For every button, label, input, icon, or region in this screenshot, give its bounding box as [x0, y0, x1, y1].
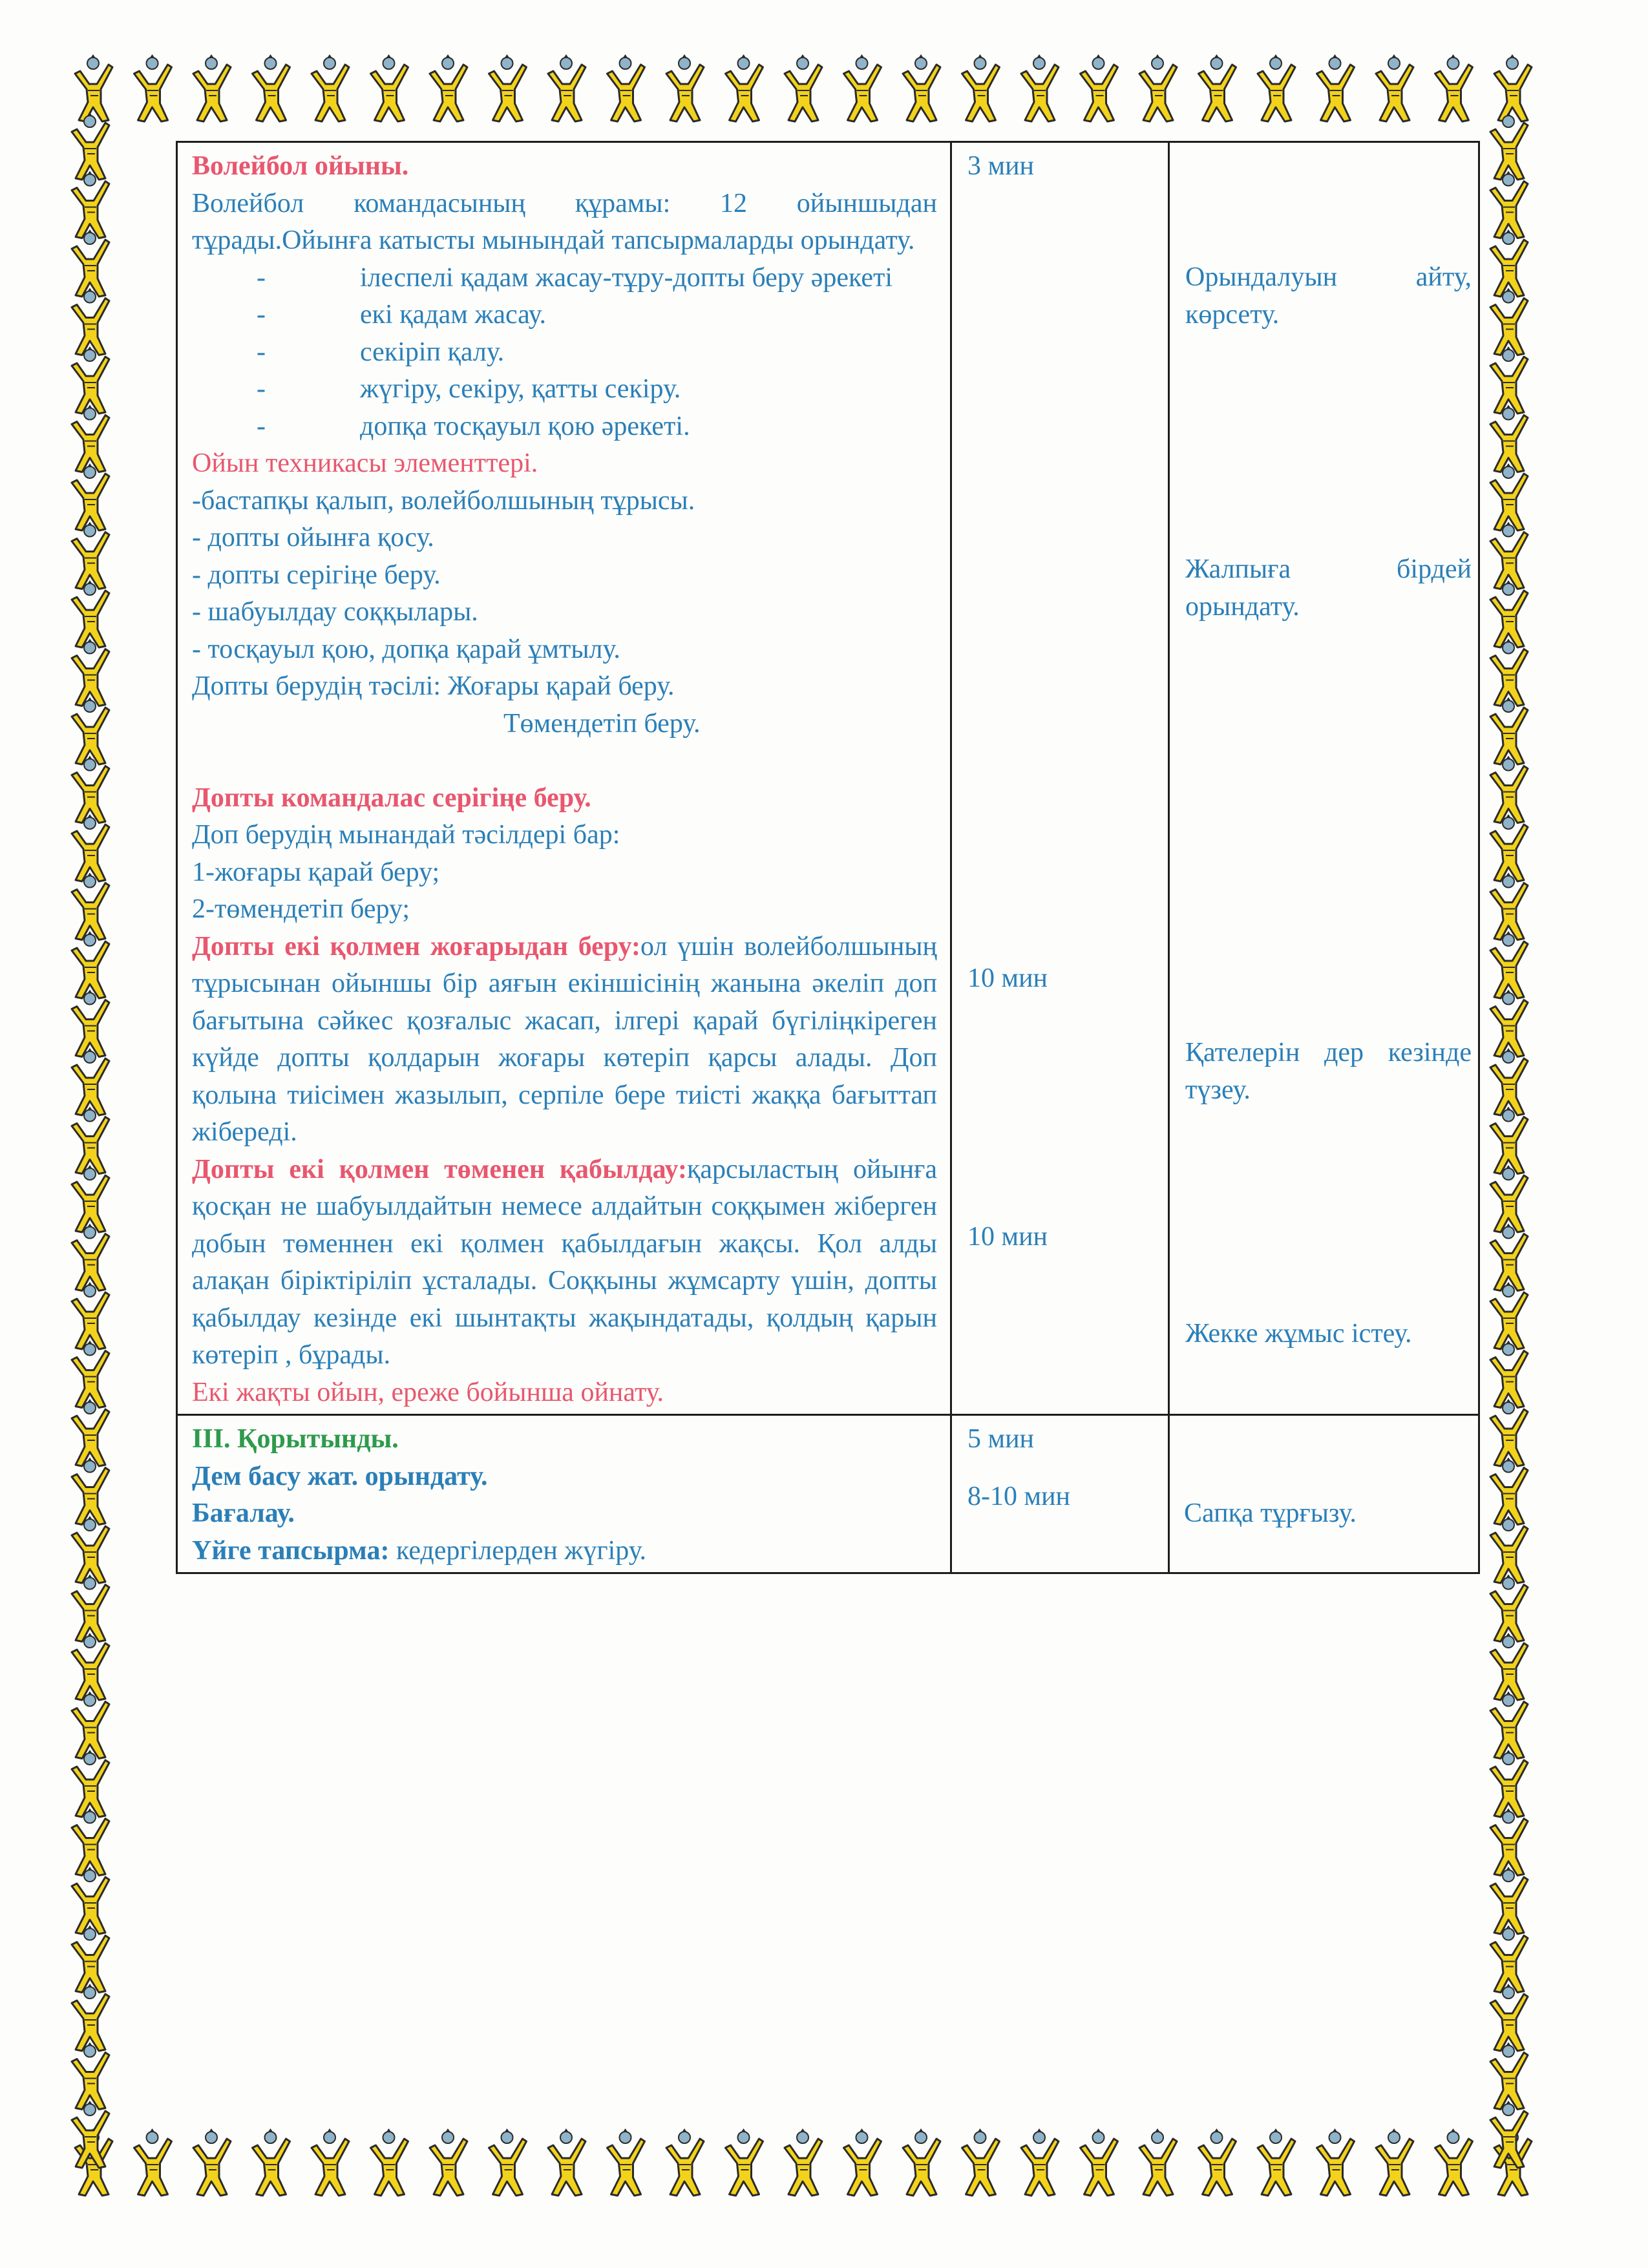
cheering-person-icon — [962, 2128, 1000, 2196]
cheering-person-icon — [1139, 2128, 1177, 2196]
cheering-person-icon — [1490, 1048, 1528, 1115]
cheering-person-icon — [312, 54, 349, 121]
cheering-person-icon — [1490, 171, 1528, 238]
cheering-person-icon — [1490, 1633, 1528, 1700]
cheering-person-icon — [785, 54, 822, 121]
cheering-person-icon — [607, 2128, 645, 2196]
cheering-person-icon — [72, 756, 109, 823]
cheering-person-icon — [72, 229, 109, 297]
cheering-person-icon — [72, 112, 109, 180]
list-item: -бастапқы қалып, волейболшының тұрысы. — [192, 485, 695, 516]
list-item: - допты серігіңе беру. — [192, 560, 441, 590]
content-cell — [177, 1415, 951, 1573]
cheering-person-icon — [193, 2128, 231, 2196]
cheering-person-icon — [72, 288, 109, 355]
cheering-person-icon — [72, 639, 109, 706]
cheering-person-icon — [72, 1048, 109, 1115]
cheering-person-icon — [844, 2128, 882, 2196]
cheering-person-icon — [666, 54, 704, 121]
note-text: Қателерін дер кезінде түзеу. — [1185, 1038, 1472, 1105]
cheering-person-icon — [72, 171, 109, 238]
table-row — [177, 142, 1479, 1415]
cheering-person-icon — [1376, 54, 1413, 121]
conclusion-line: Дем басу жат. орындату. — [192, 1461, 488, 1491]
two-hand-top-paragraph — [192, 929, 937, 1151]
cheering-person-icon — [72, 580, 109, 647]
homework-text: кедергілерден жүгіру. — [389, 1535, 646, 1566]
cheering-person-icon — [1317, 54, 1355, 121]
list-item: - допқа тосқауыл қою әрекеті. — [257, 411, 690, 441]
two-hand-top-title: Допты екі қолмен жоғарыдан беру: — [192, 931, 641, 961]
cheering-person-icon — [72, 1926, 109, 1993]
cheering-person-icon — [1490, 288, 1528, 355]
cheering-person-icon — [1490, 1809, 1528, 1876]
cheering-person-icon — [72, 346, 109, 414]
team-pass-title: Допты командалас серігіңе беру. — [192, 782, 591, 813]
note-cell — [1169, 142, 1479, 1415]
time-value: 5 мин — [967, 1424, 1035, 1454]
two-hand-bottom-paragraph — [192, 1151, 937, 1374]
cheering-person-icon — [72, 1107, 109, 1174]
note-cell — [1169, 1415, 1479, 1573]
cheering-person-icon — [371, 54, 408, 121]
cheering-person-icon — [1490, 1165, 1528, 1232]
cheering-person-icon — [134, 54, 172, 121]
task-list — [192, 260, 937, 446]
list-item: - ілеспелі қадам жасау-тұру-допты беру әрекеті — [257, 262, 893, 293]
cheering-person-icon — [1490, 112, 1528, 180]
cheering-person-icon — [1081, 54, 1118, 121]
cheering-person-icon — [1490, 1750, 1528, 1817]
list-item: - екі қадам жасау. — [257, 300, 546, 330]
cheering-person-icon — [607, 54, 645, 121]
homework-line — [192, 1533, 937, 1570]
list-item: 2-төмендетіп беру; — [192, 894, 410, 924]
note-text: Жалпыға бірдей орындату. — [1185, 554, 1472, 622]
cheering-person-icon — [1490, 1458, 1528, 1525]
list-item: - жүгіру, секіру, қатты секіру. — [257, 374, 681, 404]
two-hand-bottom-title: Допты екі қолмен төменен қабылдау: — [192, 1154, 687, 1184]
cheering-person-icon — [1435, 2128, 1473, 2196]
two-hand-top-text: ол үшін волейболшының тұрысынан ойыншы бір аяғын екіншісінің жанына әкеліп доп бағытына сәйкес қозғалыс жасап, ілгері қарай бүгіліңкіреген күйде допты қолдарын жоғары көтеріп қарсы алады. Доп қолына тиісімен жазылып, серпіле бере тиісті жаққа бағыттап жібереді. — [192, 931, 937, 1147]
cheering-person-icon — [72, 1692, 109, 1759]
game-line: Екі жақты ойын, ереже бойынша ойнату. — [192, 1377, 664, 1407]
cheering-person-icon — [72, 1575, 109, 1642]
cheering-person-icon — [1376, 2128, 1413, 2196]
cheering-person-icon — [430, 2128, 467, 2196]
cheering-person-icon — [1317, 2128, 1355, 2196]
cheering-person-icon — [548, 54, 586, 121]
cheering-person-icon — [1490, 1282, 1528, 1349]
conclusion-line: Бағалау. — [192, 1498, 295, 1528]
cheering-person-icon — [1490, 463, 1528, 530]
cheering-person-icon — [134, 2128, 172, 2196]
cheering-person-icon — [1490, 1224, 1528, 1291]
cheering-person-icon — [1490, 990, 1528, 1057]
cheering-person-icon — [1490, 756, 1528, 823]
pass-methods-line: Төмендетіп беру. — [503, 708, 701, 739]
list-item: - секіріп қалу. — [257, 337, 505, 367]
cheering-person-icon — [312, 2128, 349, 2196]
list-item: - шабуылдау соққылары. — [192, 597, 478, 627]
cheering-person-icon — [72, 2042, 109, 2110]
cheering-person-icon — [253, 54, 290, 121]
team-pass-intro: Доп берудің мынандай тәсілдері бар: — [192, 820, 620, 850]
cheering-person-icon — [72, 522, 109, 589]
cheering-person-icon — [1021, 54, 1059, 121]
time-value: 10 мин — [967, 1222, 1048, 1252]
cheering-person-icon — [72, 1633, 109, 1700]
cheering-person-icon — [1490, 1399, 1528, 1466]
cheering-person-icon — [72, 1516, 109, 1583]
cheering-person-icon — [1490, 229, 1528, 297]
cheering-person-icon — [72, 405, 109, 472]
cheering-person-icon — [72, 1984, 109, 2051]
cheering-person-icon — [962, 54, 1000, 121]
note-text: Сапқа тұрғызу. — [1184, 1498, 1357, 1528]
time-value: 10 мин — [967, 963, 1048, 993]
cheering-person-icon — [1490, 1575, 1528, 1642]
time-value: 8-10 мин — [967, 1482, 1071, 1511]
cheering-person-icon — [253, 2128, 290, 2196]
cheering-person-icon — [1490, 1692, 1528, 1759]
note-text: Орындалуын айту, көрсету. — [1185, 262, 1472, 330]
cheering-person-icon — [72, 990, 109, 1057]
cheering-person-icon — [1490, 1341, 1528, 1408]
technique-title: Ойын техникасы элементтері. — [192, 448, 538, 478]
cheering-person-icon — [72, 1867, 109, 1934]
cheering-person-icon — [903, 2128, 940, 2196]
cheering-person-icon — [430, 54, 467, 121]
lesson-plan-table-wrapper — [176, 141, 1478, 1574]
cheering-person-icon — [72, 1341, 109, 1408]
cheering-person-icon — [1490, 1867, 1528, 1934]
cheering-person-icon — [72, 1809, 109, 1876]
cheering-person-icon — [1258, 2128, 1295, 2196]
cheering-person-icon — [844, 54, 882, 121]
cheering-person-icon — [1258, 54, 1295, 121]
homework-label: Үйге тапсырма: — [192, 1535, 390, 1566]
cheering-person-icon — [1490, 1926, 1528, 1993]
cheering-person-icon — [1490, 580, 1528, 647]
cheering-person-icon — [72, 931, 109, 998]
list-item: - тосқауыл қою, допқа қарай ұмтылу. — [192, 634, 620, 664]
table-row — [177, 1415, 1479, 1573]
cheering-person-icon — [726, 54, 763, 121]
cheering-person-icon — [1490, 405, 1528, 472]
cheering-person-icon — [1490, 814, 1528, 881]
cheering-person-icon — [72, 1750, 109, 1817]
time-value: 3 мин — [967, 151, 1035, 181]
cheering-person-icon — [903, 54, 940, 121]
cheering-person-icon — [72, 1224, 109, 1291]
cheering-person-icon — [1139, 54, 1177, 121]
cheering-person-icon — [193, 54, 231, 121]
conclusion-title: ІІІ. Қорытынды. — [192, 1424, 399, 1454]
cheering-person-icon — [72, 814, 109, 881]
cheering-person-icon — [726, 2128, 763, 2196]
note-text: Жекке жұмыс істеу. — [1185, 1319, 1412, 1349]
cheering-person-icon — [1490, 1516, 1528, 1583]
pass-methods-line: Допты берудің тәсілі: Жоғары қарай беру. — [192, 671, 675, 701]
cheering-person-icon — [72, 1458, 109, 1525]
cheering-person-icon — [1021, 2128, 1059, 2196]
section-title: Волейбол ойыны. — [192, 151, 409, 181]
cheering-person-icon — [489, 2128, 527, 2196]
list-item: 1-жоғары қарай беру; — [192, 857, 440, 887]
cheering-person-icon — [1490, 1107, 1528, 1174]
cheering-person-icon — [1490, 1984, 1528, 2051]
cheering-person-icon — [1435, 54, 1473, 121]
cheering-person-icon — [72, 1282, 109, 1349]
cheering-person-icon — [666, 2128, 704, 2196]
cheering-person-icon — [1490, 639, 1528, 706]
cheering-person-icon — [1490, 522, 1528, 589]
list-item: - допты ойынға қосу. — [192, 523, 434, 552]
two-hand-bottom-text: қарсыластың ойынға қосқан не шабуылдайтын немесе алдайтын соққымен жіберген добын төменнен екі қолмен қабылдағын жақсы. Қол алды алақан біріктіріліп ұсталады. Соққыны жұмсарту үшін, допты қабылдау кезінде екі шынтақты жақындатады, қолдың қарын көтеріп , бұрады. — [192, 1154, 937, 1370]
cheering-person-icon — [785, 2128, 822, 2196]
cheering-person-icon — [548, 2128, 586, 2196]
content-cell — [177, 142, 951, 1415]
cheering-person-icon — [72, 1399, 109, 1466]
cheering-person-icon — [1490, 2042, 1528, 2110]
cheering-person-icon — [1199, 2128, 1236, 2196]
cheering-person-icon — [72, 697, 109, 764]
cheering-person-icon — [1490, 873, 1528, 940]
cheering-person-icon — [1490, 931, 1528, 998]
intro-text: Волейбол командасының құрамы: 12 ойыншыдан тұрады.Ойынға катысты мынындай тапсырмаларды орындату. — [192, 188, 937, 255]
lesson-plan-table — [176, 141, 1480, 1574]
cheering-person-icon — [1199, 54, 1236, 121]
cheering-person-icon — [1494, 54, 1532, 121]
cheering-person-icon — [75, 54, 112, 121]
cheering-person-icon — [1081, 2128, 1118, 2196]
cheering-person-icon — [1490, 346, 1528, 414]
cheering-person-icon — [489, 54, 527, 121]
cheering-person-icon — [371, 2128, 408, 2196]
cheering-person-icon — [72, 873, 109, 940]
cheering-person-icon — [72, 463, 109, 530]
cheering-person-icon — [72, 1165, 109, 1232]
cheering-person-icon — [1490, 697, 1528, 764]
